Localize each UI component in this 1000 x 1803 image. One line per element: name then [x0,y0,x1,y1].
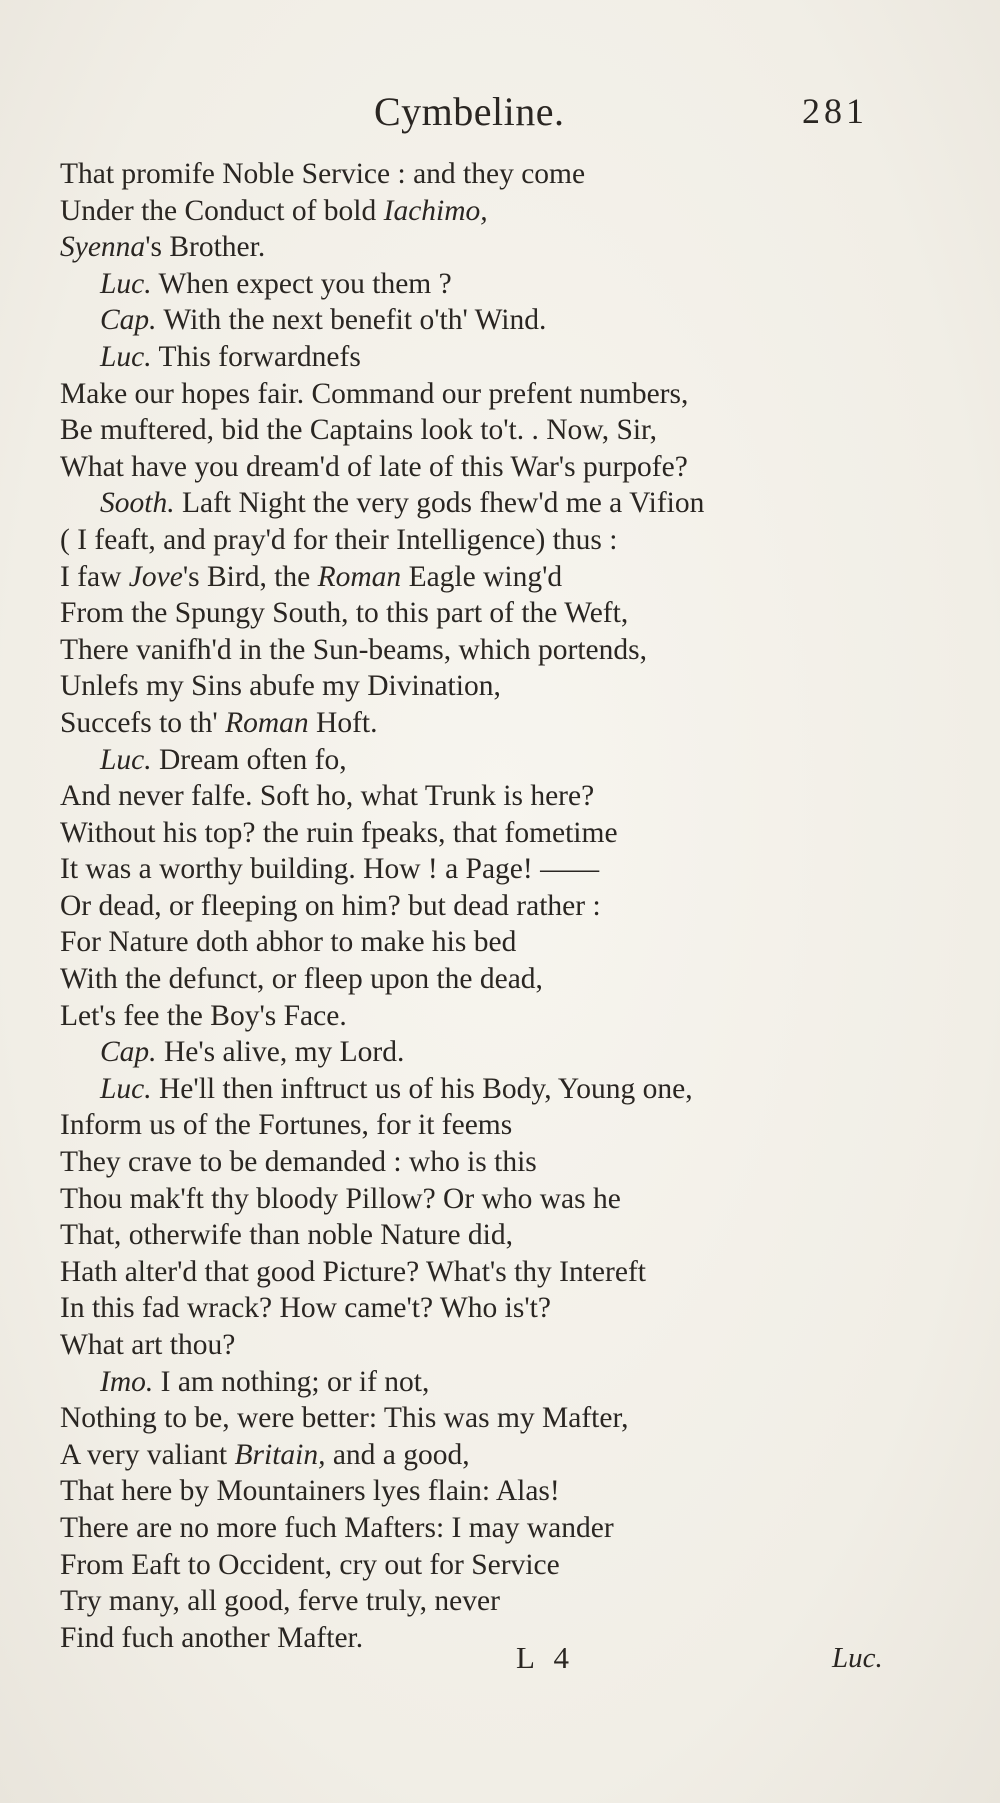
line-text: And never falfe. Soft ho, what Trunk is here? [60,780,595,813]
text-line [60,559,920,596]
text-line [60,1473,920,1510]
page-number: 281 [802,91,868,131]
text-line [60,449,920,486]
line-text: Thou mak'ft thy bloody Pillow? Or who was he [60,1182,621,1215]
text-line [60,193,920,230]
line-text: Or dead, or fleeping on him? but dead rather : [60,889,601,922]
line-text: That here by Mountainers lyes flain: Alas! [60,1475,560,1508]
line-text: What art thou? [60,1329,236,1361]
text-line [60,1547,920,1584]
text-line [60,961,920,998]
line-text: Be muftered, bid the Captains look to't. . Now, Sir, [60,414,658,447]
signature-mark: L 4 [516,1640,576,1675]
text-line [60,266,920,303]
text-line [60,302,920,339]
line-text: With the defunct, or fleep upon the dead, [60,963,543,996]
text-line [60,815,920,852]
text-line [60,1510,920,1547]
running-title: Cymbeline. [374,89,565,134]
text-line [60,778,920,815]
text-line [60,595,920,632]
text-line [60,1034,920,1071]
page-header [0,88,1000,142]
text-line [60,156,920,193]
line-text: Eagle wing'd [401,560,563,593]
text-line [60,229,920,266]
text-line [60,1144,920,1181]
play-text [60,156,920,1656]
line-text: Dream often fo, [151,743,347,776]
text-line [60,1583,920,1620]
line-text: For Nature doth abhor to make his bed [60,926,517,959]
italic-text: Syenna [60,231,146,264]
text-line [60,522,920,559]
text-line [60,1327,920,1364]
text-line [60,1290,920,1327]
line-text: Try many, all good, ferve truly, never [60,1585,500,1618]
text-line [60,339,920,376]
line-text: Without his top? the ruin fpeaks, that fometime [60,816,618,849]
line-text: Under the Conduct of bold [60,194,384,227]
text-line [60,1107,920,1144]
line-text: Hoft. [308,706,378,739]
line-text: From the Spungy South, to this part of the Weft, [60,597,629,630]
line-text: He'll then inftruct us of his Body, Young one, [151,1072,693,1105]
text-line [60,485,920,522]
line-text: That, otherwife than noble Nature did, [60,1219,514,1252]
line-text: 's Brother. [145,231,266,264]
text-line [60,1071,920,1108]
line-text: and a good, [325,1438,470,1471]
text-line [60,742,920,779]
line-text: A very valiant [60,1438,235,1471]
text-line [60,412,920,449]
line-text: There are no more fuch Mafters: I may wander [60,1511,614,1544]
line-text: I am nothing; or if not, [153,1365,430,1398]
italic-text: Cap. [100,1036,157,1069]
text-line [60,1254,920,1291]
text-line [60,705,920,742]
line-text: ( I feaft, and pray'd for their Intelligence) thus : [60,523,618,556]
text-line [60,376,920,413]
text-line [60,1181,920,1218]
italic-text: Jove [128,560,183,593]
line-text: Inform us of the Fortunes, for it feems [60,1109,513,1142]
italic-text: Luc. [100,1072,152,1105]
italic-text: Luc. [100,743,152,776]
line-text: Nothing to be, were better: This was my Mafter, [60,1402,629,1435]
line-text: There vanifh'd in the Sun-beams, which portends, [60,633,647,666]
line-text: With the next benefit o'th' Wind. [156,304,547,337]
line-text: When expect you them ? [151,267,452,300]
text-line [60,632,920,669]
line-text: 's Bird, the [182,560,318,593]
italic-text: Imo. [100,1365,154,1398]
line-text: Make our hopes fair. Command our prefent numbers, [60,377,689,410]
text-line [60,668,920,705]
line-text: He's alive, my Lord. [156,1036,405,1069]
line-text: In this fad wrack? How came't? Who is't? [60,1292,551,1325]
line-text: What have you dream'd of late of this War's purpofe? [60,450,688,483]
text-line [60,1437,920,1474]
text-line [60,1364,920,1401]
italic-text: Iachimo, [383,194,488,227]
line-text: It was a worthy building. How ! a Page! —— [60,853,600,886]
line-text: They crave to be demanded : who is this [60,1146,537,1179]
text-line [60,998,920,1035]
text-line [60,1217,920,1254]
text-line [60,888,920,925]
line-text: Unlefs my Sins abufe my Divination, [60,670,501,703]
line-text: Let's fee the Boy's Face. [60,999,347,1032]
italic-text: Luc. [100,267,152,300]
italic-text: Roman [317,560,402,593]
text-line [60,851,920,888]
line-text: This forwardnefs [151,340,361,373]
text-line [60,924,920,961]
line-text: Succefs to th' [60,706,226,739]
italic-text: Cap. [100,304,157,337]
italic-text: Luc. [100,340,152,373]
page-footer [0,1640,1000,1684]
italic-text: Britain, [234,1438,326,1471]
line-text: Find fuch another Mafter. [60,1621,364,1654]
catchword: Luc. [832,1642,883,1674]
text-line [60,1400,920,1437]
line-text: From Eaft to Occident, cry out for Service [60,1548,560,1581]
line-text: That promife Noble Service : and they come [60,158,586,190]
italic-text: Roman [225,706,309,739]
italic-text: Sooth. [100,487,175,520]
line-text: Hath alter'd that good Picture? What's thy Intereft [60,1255,646,1288]
line-text: Laft Night the very gods fhew'd me a Vifion [174,487,705,520]
line-text: I faw [60,560,129,593]
